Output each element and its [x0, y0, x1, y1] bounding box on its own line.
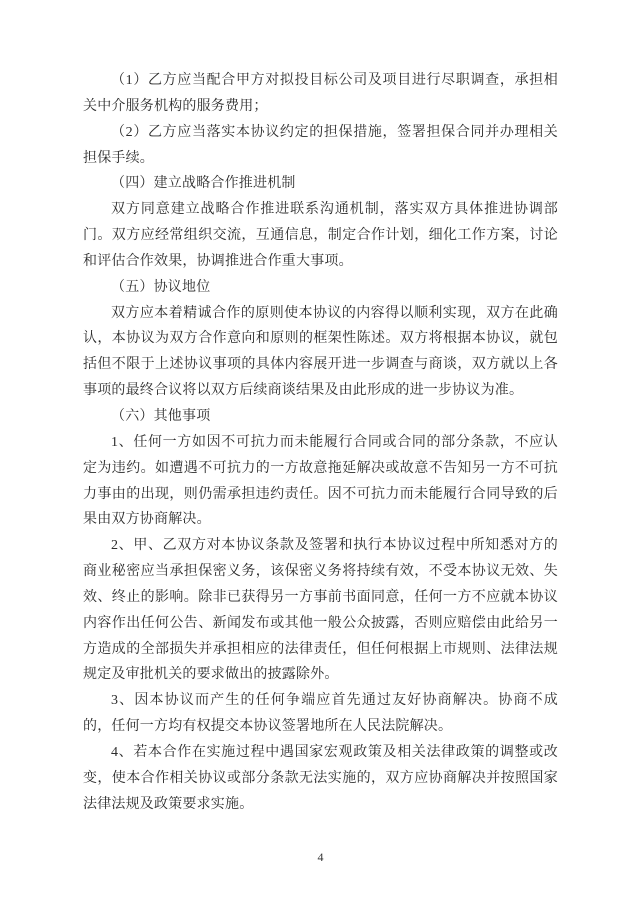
- clause-paragraph: 双方应本着精诚合作的原则使本协议的内容得以顺利实现，双方在此确认，本协议为双方合作意向和原则的框架性陈述。双方将根据本协议，就包括但不限于上述协议事项的具体内容展开进一步调查与商谈，双方就以上各事项的最终合议将以双方后续商谈结果及由此形成的进一步协议为准。: [83, 305, 558, 399]
- section-heading: （四）建立战略合作推进机制: [111, 176, 296, 192]
- clause-paragraph: （1）乙方应当配合甲方对拟投目标公司及项目进行尽职调查，承担相关中介服务机构的服务费用；: [83, 73, 558, 114]
- clause-paragraph: 双方同意建立战略合作推进联系沟通机制，落实双方具体推进协调部门。双方应经常组织交流，互通信息，制定合作计划，细化工作方案，讨论和评估合作效果，协调推进合作重大事项。: [83, 202, 558, 269]
- page-number: 4: [317, 850, 324, 864]
- clause-paragraph: 3、因本协议而产生的任何争端应首先通过友好协商解决。协商不成的，任何一方均有权提交本协议签署地所在人民法院解决。: [83, 693, 558, 735]
- section-heading: （五）协议地位: [111, 279, 211, 295]
- document-text-block: [83, 68, 558, 817]
- clause-paragraph: 1、任何一方如因不可抗力而未能履行合同或合同的部分条款，不应认定为违约。如遭遇不可抗力的一方故意拖延解决或故意不告知另一方不可抗力事由的出现，则仍需承担违约责任。因不可抗力而未能履行合同导致的后果由双方协商解决。: [83, 434, 558, 528]
- clause-paragraph: 2、甲、乙双方对本协议条款及签署和执行本协议过程中所知悉对方的商业秘密应当承担保密义务，该保密义务将持续有效，不受本协议无效、失效、终止的影响。除非已获得另一方事前书面同意，任何一方不应就本协议内容作出任何公告、新闻发布或其他一般公众披露，否则应赔偿由此给另一方造成的全部损失并承担相应的法律责任，但任何根据上市规则、法律法规规定及审批机关的要求做出的披露除外。: [83, 538, 558, 683]
- section-heading: （六）其他事项: [111, 408, 211, 424]
- clause-paragraph: 4、若本合作在实施过程中遇国家宏观政策及相关法律政策的调整或改变，使本合作相关协议或部分条款无法实施的，双方应协商解决并按照国家法律法规及政策要求实施。: [83, 744, 558, 812]
- clause-paragraph: （2）乙方应当落实本协议约定的担保措施，签署担保合同并办理相关担保手续。: [83, 124, 558, 166]
